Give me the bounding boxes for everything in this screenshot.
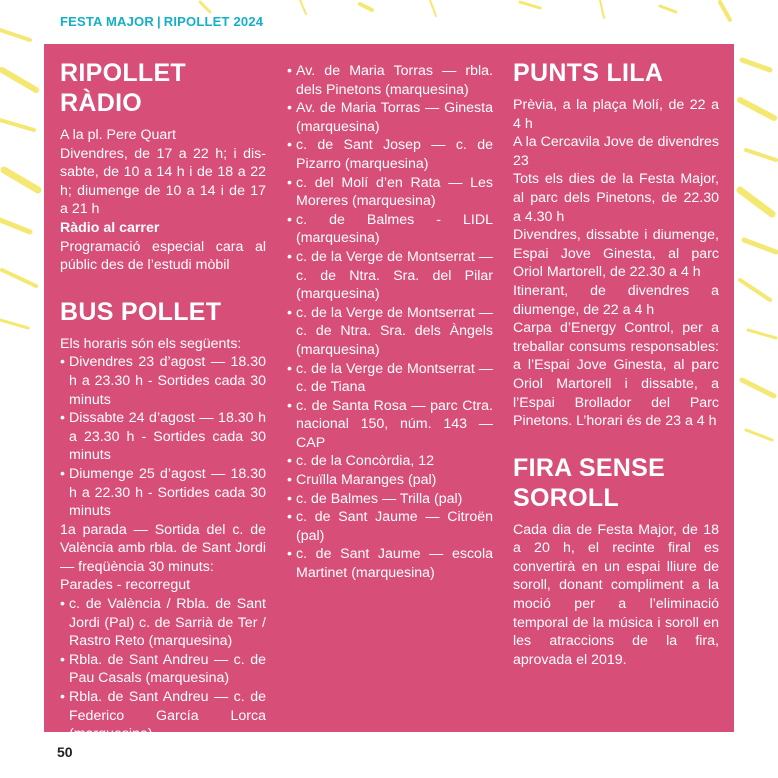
bus-intro: Els horaris són els següents: [60,335,242,352]
list-item: • c. de València / Rbla. de Sant Jordi (Pal) c. de Sarrià de Ter / Rastro Reto (marquesina) [60,595,266,651]
fira-text: Cada dia de Festa Major, de 18 a 20 h, el recinte firal es convertirà en un espai lliure de soroll, donant compliment a la moció per a l’eliminació temporal de la música i soroll en les atraccions de la fira, aprovada el 2019. [513,521,719,668]
list-item: • c. de Sant Jaume — Citroën (pal) [287,508,493,545]
list-item: • Dissabte 24 d’agost — 18.30 h a 23.30 h - Sortides cada 30 minuts [60,409,266,465]
column-3 [513,58,719,669]
list-item: • Diumenge 25 d’agost — 18.30 h a 22.30 h - Sortides cada 30 minuts [60,465,266,521]
list-item: • c. de Sant Josep — c. de Pizarro (marquesina) [287,136,493,173]
bus-stops-list-col1 [60,595,266,744]
radio-al-carrer-subheading: Ràdio al carrer [60,219,160,236]
radio-location: A la pl. Pere Quart [60,127,176,143]
list-item: • Av. de Maria Torras — rbla. dels Pinetons (marquesina) [287,62,493,99]
bus-schedule-list [60,353,266,520]
ripollet-radio-heading: RIPOLLET RÀDIO [60,59,187,117]
page-number: 50 [57,744,73,760]
column-2 [287,62,493,583]
lila-paragraph: Carpa d’Energy Control, per a treballar consums responsables: a l’Espai Jove Ginesta, al parc Oriol Martorell i dissabte, a l’Espai Brollador del Parc Pinetons. L’horari és de 23 a 4 h [513,320,719,430]
bus-stops-list-col2 [287,62,493,583]
list-item: • Av. de Maria Torras — Ginesta (marquesina) [287,99,493,136]
running-header [60,14,263,29]
list-item: • c. de Santa Rosa — parc Ctra. nacional 150, núm. 143 — CAP [287,397,493,453]
header-ripollet-2024: RIPOLLET 2024 [163,14,264,29]
punts-lila-heading: PUNTS LILA [513,59,664,87]
column-1 [60,58,266,744]
list-item: • Rbla. de Sant Andreu — c. de Pau Casals (marquesina) [60,651,266,688]
list-item: • c. de la Verge de Montserrat — c. de Ntra. Sra. dels Àngels (marquesina) [287,304,493,360]
lila-paragraph: Itinerant, de divendres a diumenge, de 22 a 4 h [513,282,719,318]
header-festa-major: FESTA MAJOR [60,14,154,29]
bus-first-stop: 1a parada — Sortida del c. de València amb rbla. de Sant Jordi — freqüència 30 minuts: [60,521,266,575]
list-item: • Divendres 23 d’agost — 18.30 h a 23.30 h - Sortides cada 30 minuts [60,353,266,409]
lila-paragraph: Tots els dies de la Festa Major, al parc dels Pinetons, de 22.30 a 4.30 h [513,171,719,225]
list-item: • c. de la Concòrdia, 12 [287,452,493,471]
bus-pollet-heading: BUS POLLET [60,297,222,326]
list-item: • c. de Balmes — Trilla (pal) [287,490,493,509]
header-separator: | [156,14,161,29]
radio-al-carrer-text: Programació especial cara al públic des de l’estudi mòbil [60,238,266,274]
list-item: • c. de Sant Jaume — escola Martinet (marquesina) [287,545,493,582]
lila-paragraph: A la Cercavila Jove de divendres 23 [513,134,719,169]
list-item: • Rbla. de Sant Andreu — c. de Federico García Lorca (marquesina) [60,688,266,744]
radio-schedule: Divendres, de 17 a 22 h; i dis-sabte, de 10 a 14 h i de 18 a 22 h; diumenge de 10 a 14 i de 17 a 21 h [60,145,266,218]
list-item: • c. de Balmes - LIDL (marquesina) [287,211,493,248]
bus-stops-heading: Parades - recorregut [60,577,191,594]
fira-sense-soroll-heading: FIRA SENSE SOROLL [513,453,666,512]
list-item: • c. del Molí d’en Rata — Les Moreres (marquesina) [287,174,493,211]
list-item: • c. de la Verge de Montserrat — c. de Ntra. Sra. del Pilar (marquesina) [287,248,493,304]
list-item: • c. de la Verge de Montserrat — c. de Tiana [287,360,493,397]
list-item: • Cruïlla Maranges (pal) [287,471,493,490]
lila-paragraph: Divendres, dissabte i diumenge, Espai Jove Ginesta, al parc Oriol Martorell, de 22.30 a 4 h [513,227,719,281]
lila-paragraph: Prèvia, a la plaça Molí, de 22 a 4 h [513,97,719,132]
